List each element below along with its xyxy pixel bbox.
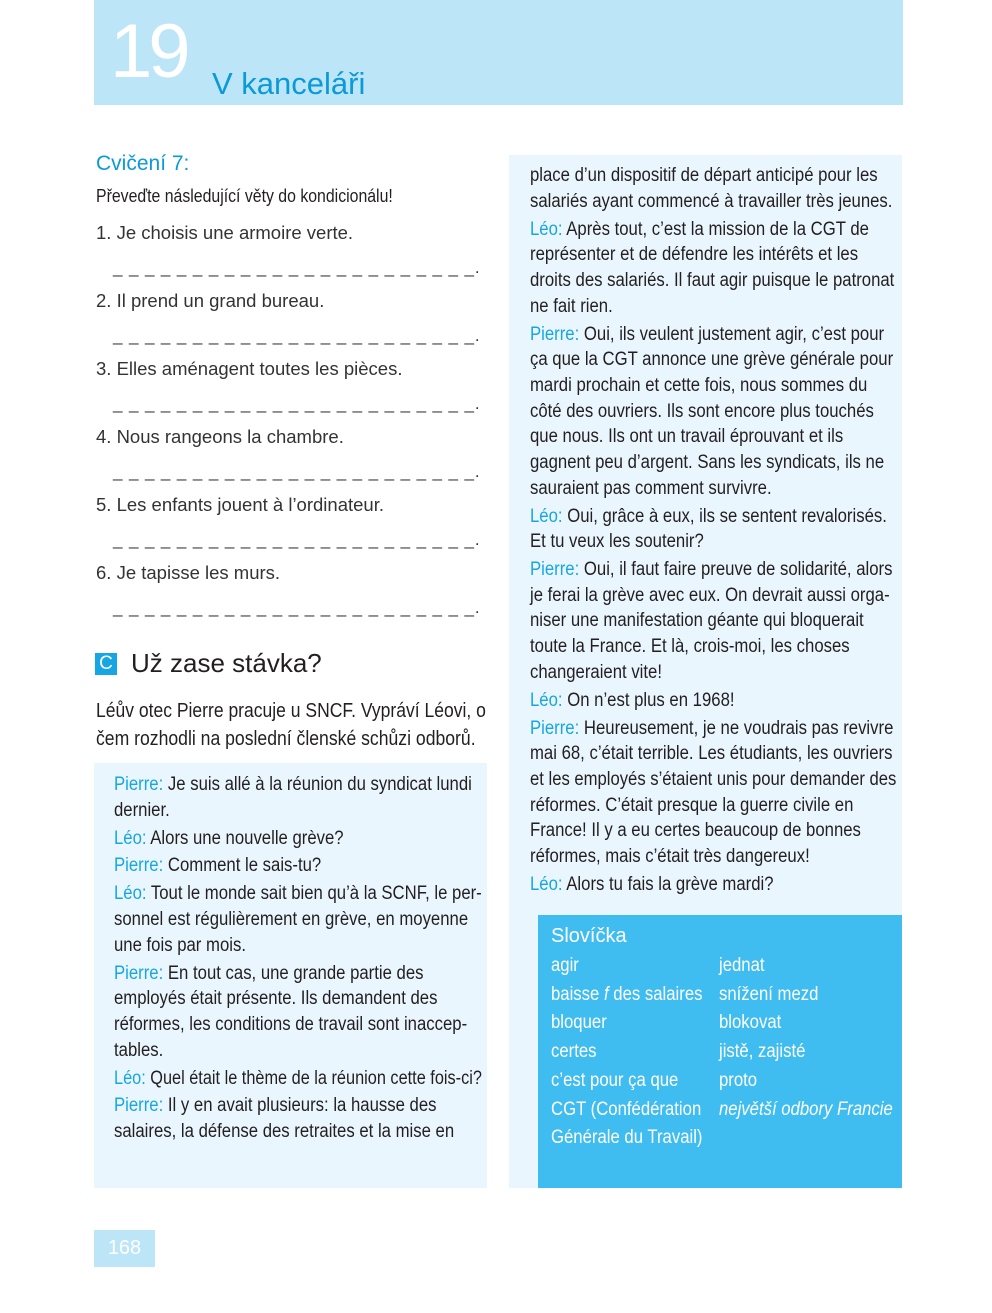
dialogue-turn [530, 557, 948, 685]
dialogue-line [114, 881, 482, 907]
vocabulary-french: certes [551, 1041, 597, 1063]
dialogue-text: Oui, ils veulent justement agir, c’est pour [583, 323, 885, 345]
dialogue-line [114, 1038, 163, 1064]
dialogue-text: Il y en avait plusieurs: la hausse des [167, 1095, 437, 1117]
exercise-item: 4. Nous rangeons la chambre. [96, 426, 344, 447]
chapter-title: V kanceláři [212, 66, 366, 101]
dialogue-line [530, 716, 893, 742]
dialogue-text: changeraient vite! [530, 661, 662, 683]
dialogue-text: réformes. C’était presque la guerre civile en [530, 794, 854, 816]
speaker-name: Pierre: [114, 855, 164, 877]
dialogue-line [114, 961, 424, 987]
dialogue-text: Oui, grâce à eux, ils se sentent revalorisés. [567, 505, 887, 527]
dialogue-line [530, 217, 869, 243]
vocabulary-entry [551, 1127, 896, 1153]
dialogue-line [114, 772, 472, 798]
dialogue-turn [530, 716, 948, 870]
vocabulary-french: c’est pour ça que [551, 1069, 679, 1091]
vocabulary-french: CGT (Confédération [551, 1098, 702, 1120]
dialogue-line [530, 347, 893, 373]
vocabulary-french: Générale du Travail) [551, 1127, 703, 1149]
dialogue-text: une fois par mois. [114, 934, 246, 956]
speaker-name: Léo: [530, 689, 563, 711]
answer-line: _ _ _ _ _ _ _ _ _ _ _ _ _ _ _ _ _ _ _ _ _ _ _. [113, 326, 481, 345]
dialogue-line [114, 907, 468, 933]
dialogue-text: côté des ouvriers. Ils sont encore plus touchés [530, 400, 874, 422]
dialogue-turn [114, 961, 543, 1064]
speaker-name: Léo: [530, 218, 563, 240]
section-heading [95, 648, 322, 679]
vocabulary-czech: snížení mezd [719, 983, 819, 1005]
speaker-name: Pierre: [530, 559, 580, 581]
dialogue-text: Et tu veux les soutenir? [530, 531, 704, 553]
dialogue-line [530, 529, 704, 555]
dialogue-line [530, 767, 896, 793]
chapter-header [94, 0, 903, 105]
answer-line: _ _ _ _ _ _ _ _ _ _ _ _ _ _ _ _ _ _ _ _ _ _ _. [113, 530, 481, 549]
dialogue-line [530, 872, 774, 898]
answer-line: _ _ _ _ _ _ _ _ _ _ _ _ _ _ _ _ _ _ _ _ _ _ _. [113, 462, 481, 481]
dialogue-line [530, 634, 850, 660]
dialogue-turn [114, 881, 543, 958]
vocabulary-entry [551, 955, 896, 981]
speaker-name: Pierre: [114, 1095, 164, 1117]
dialogue-turn [530, 217, 948, 320]
dialogue-text: Tout le monde sait bien qu’à la SCNF, le per- [150, 883, 482, 905]
exercise-item: 1. Je choisis une armoire verte. [96, 222, 354, 243]
vocabulary-french: agir [551, 955, 579, 976]
dialogue-text: représenter et de défendre les intérêts et les [530, 244, 859, 266]
dialogue-line [114, 933, 246, 959]
dialogue-line [530, 688, 735, 714]
dialogue-text: place d’un dispositif de départ anticipé pour les [530, 165, 878, 186]
dialogue-line [530, 741, 892, 767]
speaker-name: Léo: [114, 1067, 146, 1089]
vocabulary-box [538, 915, 902, 1188]
dialogue-turn [530, 872, 948, 898]
dialogue-text: En tout cas, une grande partie des [167, 962, 424, 984]
dialogue-line [530, 608, 864, 634]
intro-line: Léův otec Pierre pracuje u SNCF. Vypráví Léovi, o [96, 700, 486, 722]
dialogue-text: tables. [114, 1039, 164, 1061]
dialogue-line [530, 504, 887, 530]
dialogue-left [114, 772, 543, 1147]
dialogue-text: Alors tu fais la grève mardi? [566, 873, 774, 895]
dialogue-line [530, 322, 884, 348]
section-title: Už zase stávka? [131, 648, 322, 678]
speaker-name: Pierre: [114, 962, 164, 984]
dialogue-line [114, 986, 437, 1012]
vocabulary-czech: největší odbory Francie [719, 1098, 893, 1120]
dialogue-line [530, 163, 878, 189]
dialogue-line [114, 1066, 482, 1092]
dialogue-text: Heureusement, je ne voudrais pas revivre [583, 717, 894, 739]
speaker-name: Léo: [530, 505, 563, 527]
dialogue-line [530, 189, 892, 215]
dialogue-line [530, 660, 662, 686]
exercise-item: 2. Il prend un grand bureau. [96, 290, 325, 311]
exercise-item: 6. Je tapisse les murs. [96, 562, 281, 583]
vocabulary-czech: blokovat [719, 1012, 782, 1034]
speaker-name: Léo: [530, 873, 563, 895]
dialogue-line [530, 844, 810, 870]
dialogue-turn [114, 772, 543, 823]
dialogue-text: Après tout, c’est la mission de la CGT de [566, 218, 869, 240]
dialogue-line [530, 294, 613, 320]
vocabulary-czech: proto [719, 1069, 758, 1091]
vocabulary-entry [551, 1070, 896, 1096]
dialogue-text: que nous. Ils ont un travail éprouvant et ils [530, 426, 844, 448]
intro-line: čem rozhodli na poslední členské schůzi odborů. [96, 728, 476, 750]
speaker-name: Léo: [114, 827, 147, 849]
dialogue-text: droits des salariés. Il faut agir puisque le patronat [530, 269, 895, 291]
dialogue-right [530, 163, 948, 900]
answer-line: _ _ _ _ _ _ _ _ _ _ _ _ _ _ _ _ _ _ _ _ _ _ _. [113, 598, 481, 617]
dialogue-line [530, 793, 853, 819]
dialogue-turn [114, 826, 543, 852]
exercise-item: 5. Les enfants jouent à l’ordinateur. [96, 494, 384, 515]
speaker-name: Pierre: [114, 774, 164, 795]
dialogue-turn [530, 504, 948, 555]
answer-line: _ _ _ _ _ _ _ _ _ _ _ _ _ _ _ _ _ _ _ _ _ _ _. [113, 258, 481, 277]
dialogue-line [114, 1093, 437, 1119]
exercise-title: Cvičení 7: [96, 152, 190, 175]
dialogue-text: gagnent peu d’argent. Sans les syndicats, ils ne [530, 451, 885, 473]
vocabulary-title: Slovíčka [551, 925, 627, 947]
dialogue-text: sauraient pas comment survivre. [530, 477, 772, 499]
speaker-name: Pierre: [530, 323, 580, 345]
dialogue-text: ne fait rien. [530, 295, 613, 317]
dialogue-line [530, 450, 884, 476]
dialogue-line [530, 424, 843, 450]
dialogue-line [530, 268, 894, 294]
vocabulary-entry [551, 984, 896, 1010]
dialogue-text: et les employés s’étaient unis pour demander des [530, 768, 897, 790]
vocabulary-french: bloquer [551, 1012, 607, 1034]
vocabulary-czech: jistě, zajisté [719, 1041, 806, 1063]
dialogue-text: employés était présente. Ils demandent des [114, 988, 438, 1010]
dialogue-turn [530, 322, 948, 502]
section-intro [96, 697, 541, 753]
dialogue-line [114, 853, 321, 879]
dialogue-turn [114, 853, 543, 879]
speaker-name: Léo: [114, 883, 147, 905]
chapter-number: 19 [110, 9, 187, 94]
dialogue-line [530, 242, 858, 268]
dialogue-text: dernier. [114, 799, 170, 821]
dialogue-line [114, 826, 344, 852]
dialogue-text: On n’est plus en 1968! [567, 689, 735, 711]
page-number: 168 [94, 1230, 155, 1267]
dialogue-line [114, 1012, 467, 1038]
dialogue-text: niser une manifestation géante qui bloquerait [530, 610, 864, 632]
dialogue-text: France! Il y a eu certes beaucoup de bonnes [530, 820, 861, 842]
dialogue-text: salaires, la défense des retraites et la mise en [114, 1121, 455, 1143]
dialogue-turn [530, 163, 948, 214]
dialogue-text: mai 68, c’était terrible. Les étudiants, les ouvriers [530, 743, 893, 765]
dialogue-text: Comment le sais-tu? [167, 855, 322, 877]
dialogue-text: réformes, les conditions de travail sont inaccep- [114, 1013, 468, 1035]
vocabulary-entry [551, 1099, 896, 1125]
dialogue-line [530, 373, 867, 399]
vocabulary-french: baisse f des salaires [551, 983, 703, 1005]
vocabulary-entry [551, 1012, 896, 1038]
exercise-instruction: Převeďte následující věty do kondicionálu! [96, 186, 393, 206]
dialogue-text: je ferai la grève avec eux. On devrait aussi orga- [530, 584, 890, 606]
dialogue-turn [114, 1066, 543, 1092]
dialogue-line [530, 818, 861, 844]
answer-line: _ _ _ _ _ _ _ _ _ _ _ _ _ _ _ _ _ _ _ _ _ _ _. [113, 394, 481, 413]
dialogue-text: Alors une nouvelle grève? [150, 827, 344, 849]
dialogue-turn [530, 688, 948, 714]
dialogue-text: mardi prochain et cette fois, nous sommes du [530, 374, 868, 396]
dialogue-text: salariés ayant commencé à travailler très jeunes. [530, 190, 893, 212]
section-badge: C [95, 653, 117, 675]
dialogue-text: sonnel est régulièrement en grève, en moyenne [114, 909, 469, 930]
dialogue-line [530, 557, 892, 583]
vocabulary-czech: jednat [719, 955, 765, 976]
dialogue-line [114, 1119, 454, 1145]
dialogue-text: réformes, mais c’était très dangereux! [530, 846, 810, 867]
vocabulary-entry [551, 1041, 896, 1067]
exercise-item: 3. Elles aménagent toutes les pièces. [96, 358, 403, 379]
dialogue-text: toute la France. Et là, crois-moi, les choses [530, 636, 850, 658]
dialogue-line [530, 583, 890, 609]
dialogue-line [530, 399, 874, 425]
dialogue-text: Quel était le thème de la réunion cette fois-ci? [150, 1067, 482, 1089]
dialogue-text: Oui, il faut faire preuve de solidarité, alors [583, 559, 893, 581]
dialogue-line [114, 798, 170, 824]
speaker-name: Pierre: [530, 717, 580, 739]
dialogue-line [530, 476, 772, 502]
dialogue-turn [114, 1093, 543, 1144]
dialogue-text: Je suis allé à la réunion du syndicat lundi [167, 774, 472, 795]
dialogue-text: ça que la CGT annonce une grève générale pour [530, 349, 894, 371]
